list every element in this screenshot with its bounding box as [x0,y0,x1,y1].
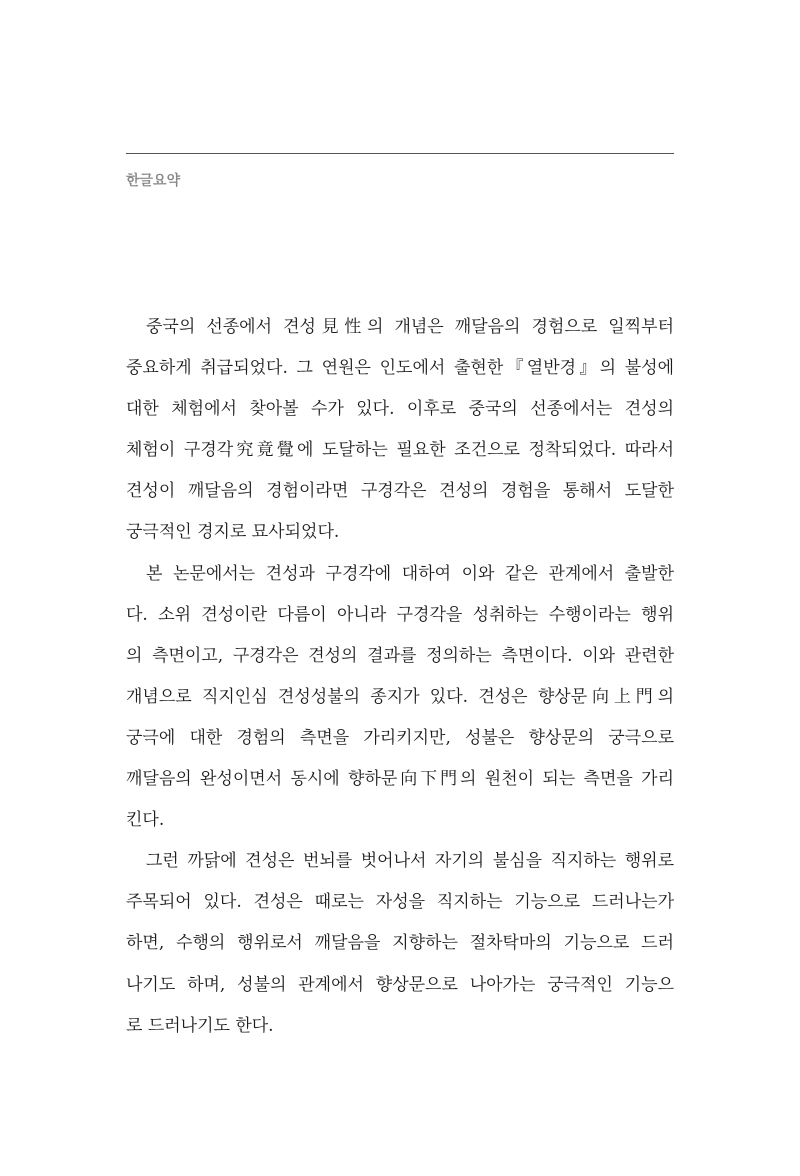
text-line: 중요하게 취급되었다. 그 연원은 인도에서 출현한『열반경』의 불성에 [126,358,674,379]
text-line: 의 측면이고, 구경각은 견성의 결과를 정의하는 측면이다. 이와 관련한 [126,645,674,666]
text-line: 궁극에 대한 경험의 측면을 가리키지만, 성불은 향상문의 궁극으로 [126,727,674,748]
header-divider [126,153,674,154]
text-line: 중국의 선종에서 견성見性의 개념은 깨달음의 경험으로 일찍부터 [146,317,674,337]
text-line: 킨다. [126,810,165,831]
abstract-body [126,307,674,1047]
section-title: 한글요약 [126,173,181,189]
text-line: 대한 체험에서 찾아볼 수가 있다. 이후로 중국의 선종에서는 견성의 [126,399,674,420]
text-line: 로 드러나기도 한다. [126,1015,274,1036]
text-line: 궁극적인 경지로 묘사되었다. [126,522,340,543]
text-line: 주목되어 있다. 견성은 때로는 자성을 직지하는 기능으로 드러나는가 [126,892,674,913]
text-line: 하면, 수행의 행위로서 깨달음을 지향하는 절차탁마의 기능으로 드러 [126,933,674,954]
text-line: 개념으로 직지인심 견성성불의 종지가 있다. 견성은 향상문向上門의 [126,686,674,707]
text-line: 체험이 구경각究竟覺에 도달하는 필요한 조건으로 정착되었다. 따라서 [126,440,674,461]
text-line: 본 논문에서는 견성과 구경각에 대하여 이와 같은 관계에서 출발한 [146,563,674,584]
text-line: 깨달음의 완성이면서 동시에 향하문向下門의 원천이 되는 측면을 가리 [126,769,674,790]
text-line: 견성이 깨달음의 경험이라면 구경각은 견성의 경험을 통해서 도달한 [126,481,674,502]
text-line: 그런 까닭에 견성은 번뇌를 벗어나서 자기의 불심을 직지하는 행위로 [146,851,674,872]
text-line: 나기도 하며, 성불의 관계에서 향상문으로 나아가는 궁극적인 기능으 [126,974,674,995]
text-line: 다. 소위 견성이란 다름이 아니라 구경각을 성취하는 수행이라는 행위 [126,604,674,625]
